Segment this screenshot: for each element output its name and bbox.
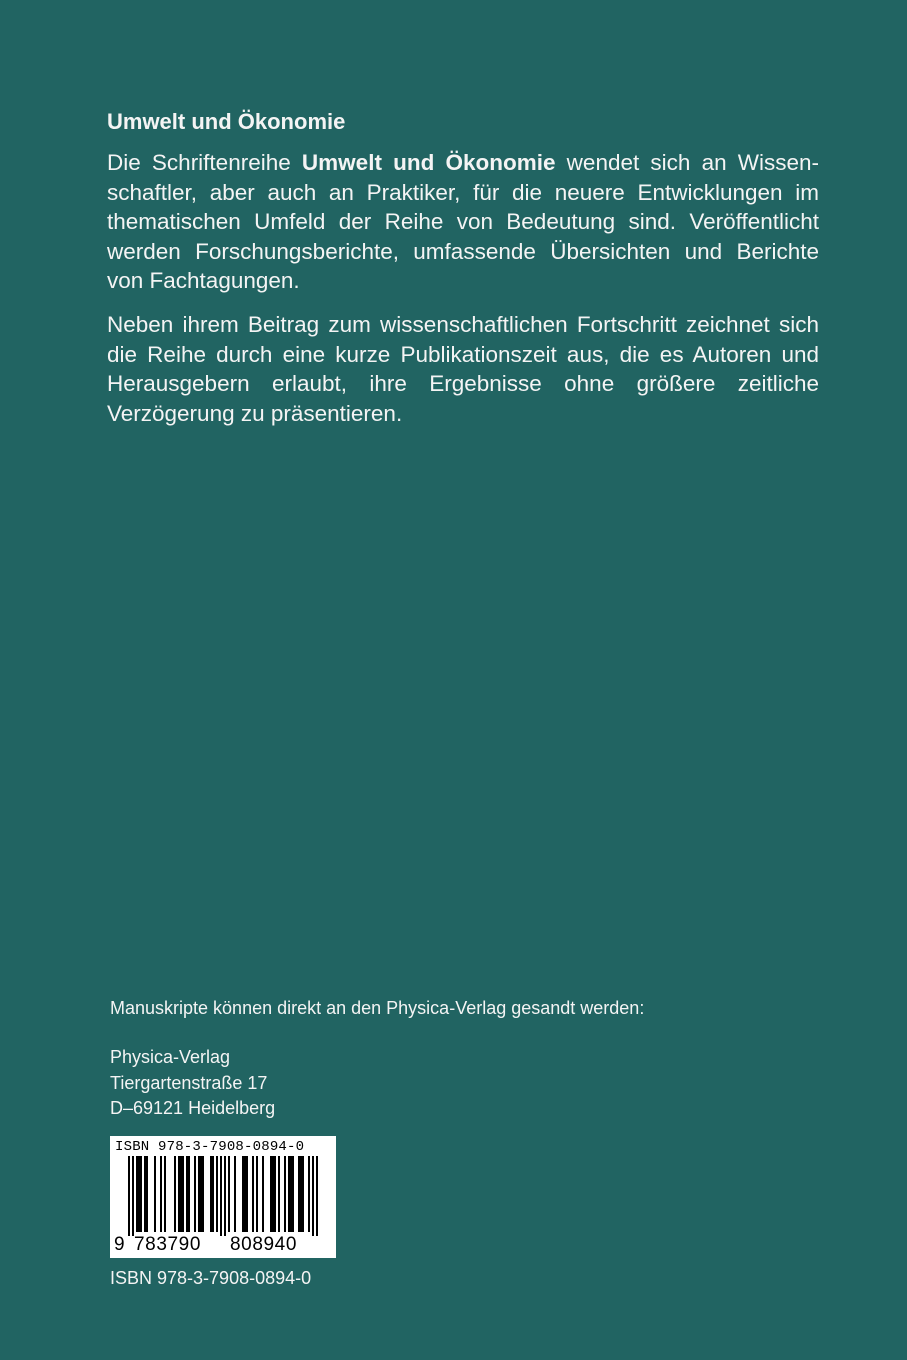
barcode-bar (160, 1156, 162, 1232)
barcode-bar (256, 1156, 258, 1232)
description-paragraph (107, 148, 819, 296)
barcode-bar (246, 1156, 248, 1232)
barcode-bar (300, 1156, 302, 1232)
barcode-bar (138, 1156, 140, 1232)
barcode-bar (180, 1156, 182, 1232)
publication-paragraph: Neben ihrem Beitrag zum wissenschaftlichen Fortschritt zeichnet sich die Reihe durch eine kurze Publikationszeit aus, die es Autoren und Herausgebern erlaubt, ihre Ergebnisse ohne größere zeitliche Verzögerung zu präsentieren. (107, 312, 819, 426)
barcode-bar (132, 1156, 134, 1236)
isbn-barcode (110, 1136, 336, 1258)
barcode-bars (110, 1156, 336, 1236)
barcode-bar (144, 1156, 146, 1232)
barcode-bar (224, 1156, 226, 1236)
barcode-bar (312, 1156, 314, 1236)
publisher-city: D–69121 Heidelberg (110, 1098, 276, 1118)
barcode-bar (146, 1156, 148, 1232)
isbn-text: ISBN 978-3-7908-0894-0 (110, 1268, 312, 1288)
barcode-bar (210, 1156, 212, 1232)
barcode-bar (242, 1156, 244, 1232)
barcode-bar (284, 1156, 286, 1232)
barcode-bar (212, 1156, 214, 1232)
barcode-bar (292, 1156, 294, 1232)
barcode-bar (244, 1156, 246, 1232)
barcode-bar (252, 1156, 254, 1232)
barcode-digit-first: 9 (114, 1234, 125, 1255)
barcode-bar (140, 1156, 142, 1232)
paragraph-text-start: Die Schriftenreihe (107, 150, 302, 175)
barcode-bar (202, 1156, 204, 1232)
barcode-bar (174, 1156, 176, 1232)
barcode-bar (200, 1156, 202, 1232)
barcode-bar (288, 1156, 290, 1232)
barcode-bar (308, 1156, 310, 1232)
barcode-bar (290, 1156, 292, 1232)
publisher-street: Tiergartenstraße 17 (110, 1072, 268, 1093)
barcode-bar (164, 1156, 166, 1232)
barcode-bar (302, 1156, 304, 1232)
barcode-bar (188, 1156, 190, 1232)
barcode-digits-left: 783790 (134, 1234, 202, 1255)
barcode-bar (154, 1156, 156, 1232)
publisher-address (110, 1045, 275, 1122)
manuscript-note: Manuskripte können direkt an den Physica-Verlag gesandt werden: (110, 998, 645, 1018)
barcode-bar (128, 1156, 130, 1236)
barcode-isbn-label: ISBN 978-3-7908-0894-0 (115, 1139, 305, 1155)
barcode-digits-right: 808940 (230, 1234, 298, 1255)
barcode-bar (220, 1156, 222, 1236)
barcode-bar (186, 1156, 188, 1232)
paragraph-text-end: wendet sich an Wissen-schaftler, aber auch an Praktiker, für die neuere Entwicklungen im thematischen Umfeld der Reihe von Bedeutung sind. Veröffentlicht werden Forschungsberichte, umfassende Übersichten und Berichte von Fachtagungen. (107, 150, 820, 294)
barcode-bar (178, 1156, 180, 1232)
barcode-bar (194, 1156, 196, 1232)
barcode-bar (298, 1156, 300, 1232)
series-name-emphasis: Umwelt und Ökonomie (301, 150, 556, 175)
barcode-bar (234, 1156, 236, 1232)
publisher-name: Physica-Verlag (110, 1047, 231, 1067)
barcode-bar (274, 1156, 276, 1232)
barcode-bar (278, 1156, 280, 1232)
barcode-bar (272, 1156, 274, 1232)
barcode-bar (136, 1156, 138, 1232)
barcode-bar (228, 1156, 230, 1232)
barcode-bar (216, 1156, 218, 1232)
barcode-bar (270, 1156, 272, 1232)
series-title: Umwelt und Ökonomie (107, 109, 346, 134)
barcode-bar (182, 1156, 184, 1232)
barcode-bar (198, 1156, 200, 1232)
barcode-bar (262, 1156, 264, 1232)
barcode-bar (316, 1156, 318, 1236)
